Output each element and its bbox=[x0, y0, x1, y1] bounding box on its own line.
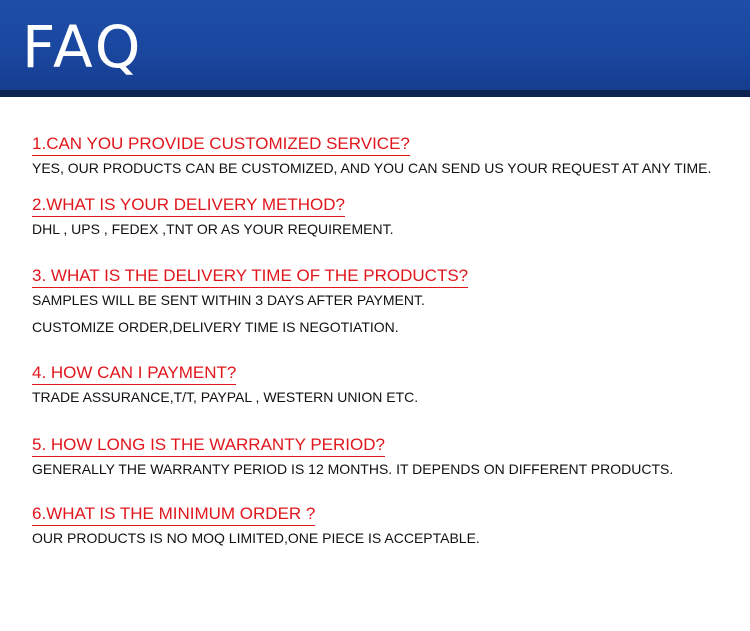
faq-item-2 bbox=[32, 194, 732, 238]
faq-question-text-2: WHAT IS YOUR DELIVERY METHOD? bbox=[46, 195, 346, 214]
faq-header-banner bbox=[0, 0, 750, 90]
faq-question-text-3: WHAT IS THE DELIVERY TIME OF THE PRODUCTS? bbox=[50, 266, 469, 285]
faq-answer-3a: SAMPLES WILL BE SENT WITHIN 3 DAYS AFTER PAYMENT. bbox=[32, 292, 425, 308]
faq-number-4: 4. bbox=[32, 363, 51, 382]
faq-answer-1: YES, OUR PRODUCTS CAN BE CUSTOMIZED, AND YOU CAN SEND US YOUR REQUEST AT ANY TIME. bbox=[32, 160, 712, 176]
header-divider bbox=[0, 90, 750, 97]
faq-answer-5: GENERALLY THE WARRANTY PERIOD IS 12 MONTHS. IT DEPENDS ON DIFFERENT PRODUCTS. bbox=[32, 461, 674, 477]
faq-question-3 bbox=[32, 265, 468, 288]
faq-number-2: 2. bbox=[32, 195, 47, 214]
faq-answer-6: OUR PRODUCTS IS NO MOQ LIMITED,ONE PIECE IS ACCEPTABLE. bbox=[32, 530, 480, 546]
faq-item-3 bbox=[32, 265, 732, 336]
faq-question-text-4: HOW CAN I PAYMENT? bbox=[50, 363, 237, 382]
faq-number-3: 3. bbox=[32, 266, 51, 285]
faq-question-text-6: WHAT IS THE MINIMUM ORDER ? bbox=[46, 504, 316, 523]
faq-question-6 bbox=[32, 503, 315, 526]
faq-item-5 bbox=[32, 434, 732, 478]
faq-question-4 bbox=[32, 362, 236, 385]
faq-item-6 bbox=[32, 503, 732, 547]
faq-answer-2: DHL , UPS , FEDEX ,TNT OR AS YOUR REQUIREMENT. bbox=[32, 221, 394, 237]
faq-question-text-5: HOW LONG IS THE WARRANTY PERIOD? bbox=[50, 435, 385, 454]
faq-question-text-1: CAN YOU PROVIDE CUSTOMIZED SERVICE? bbox=[46, 134, 410, 153]
faq-answer-4: TRADE ASSURANCE,T/T, PAYPAL , WESTERN UNION ETC. bbox=[32, 389, 419, 405]
page-title: FAQ bbox=[22, 13, 144, 81]
faq-number-5: 5. bbox=[32, 435, 51, 454]
faq-question-5 bbox=[32, 434, 385, 457]
faq-item-4 bbox=[32, 362, 732, 406]
faq-item-1 bbox=[32, 133, 732, 177]
faq-answer-3b: CUSTOMIZE ORDER,DELIVERY TIME IS NEGOTIATION. bbox=[32, 319, 399, 335]
faq-question-1 bbox=[32, 133, 410, 156]
faq-number-1: 1. bbox=[32, 134, 47, 153]
faq-number-6: 6. bbox=[32, 504, 47, 523]
faq-question-2 bbox=[32, 194, 345, 217]
